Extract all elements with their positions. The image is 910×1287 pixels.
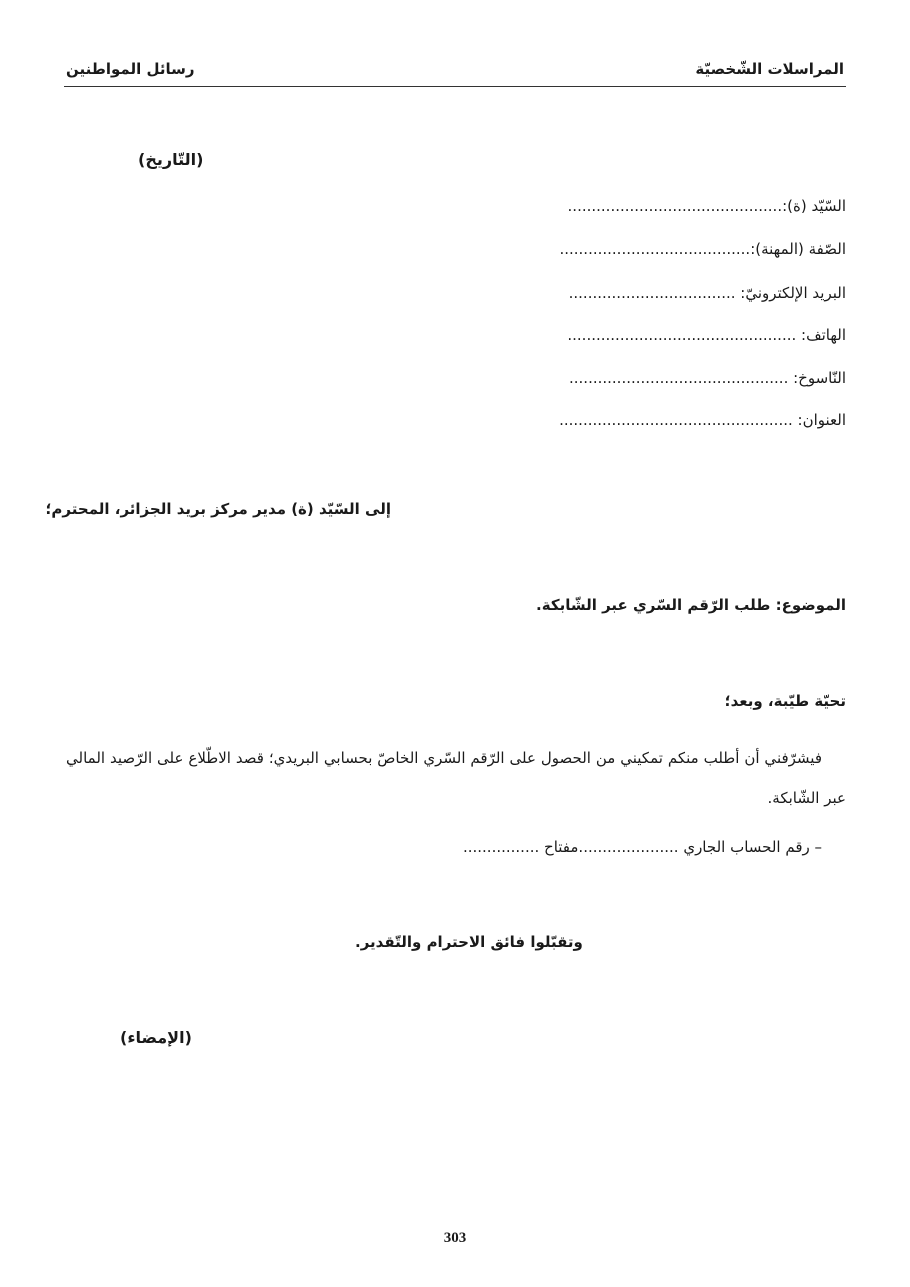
signature-placeholder: (الإمضاء) <box>120 1028 192 1047</box>
running-header-section-title: المراسلات الشّخصيّة <box>695 60 844 78</box>
running-header-chapter-title: رسائل المواطنين <box>66 60 195 78</box>
date-placeholder: (التّاريخ) <box>138 150 204 169</box>
sender-email-field: البريد الإلكترونيّ: ................................... <box>568 284 846 302</box>
recipient-line: إلى السّيّد (ة) مدير مركز بريد الجزائر، المحترم؛ <box>45 500 391 518</box>
sender-fax-field: النّاسوخ: .............................................. <box>569 369 846 387</box>
sender-phone-field: الهاتف: ................................................ <box>567 326 846 344</box>
greeting-line: تحيّة طيّبة، وبعد؛ <box>724 692 846 710</box>
sender-address-field: العنوان: ................................................. <box>559 411 846 429</box>
header-divider <box>64 86 846 87</box>
account-number-line: – رقم الحساب الجاري .....................مفتاح ................ <box>462 838 822 856</box>
closing-line: وتقبّلوا فائق الاحترام والتّقدير. <box>355 933 583 951</box>
page-number: 303 <box>443 1230 467 1246</box>
subject-line: الموضوع: طلب الرّقم السّري عبر الشّابكة. <box>536 596 846 614</box>
sender-title-field: الصّفة (المهنة):........................................ <box>559 240 846 258</box>
letter-body-paragraph: فيشرّفني أن أطلب منكم تمكيني من الحصول على الرّقم السّري الخاصّ بحسابي البريدي؛ قصد الاطّلاع على الرّصيد المالي عبر الشّابكة. <box>66 749 846 807</box>
sender-name-field: السّيّد (ة):............................................. <box>567 197 846 215</box>
